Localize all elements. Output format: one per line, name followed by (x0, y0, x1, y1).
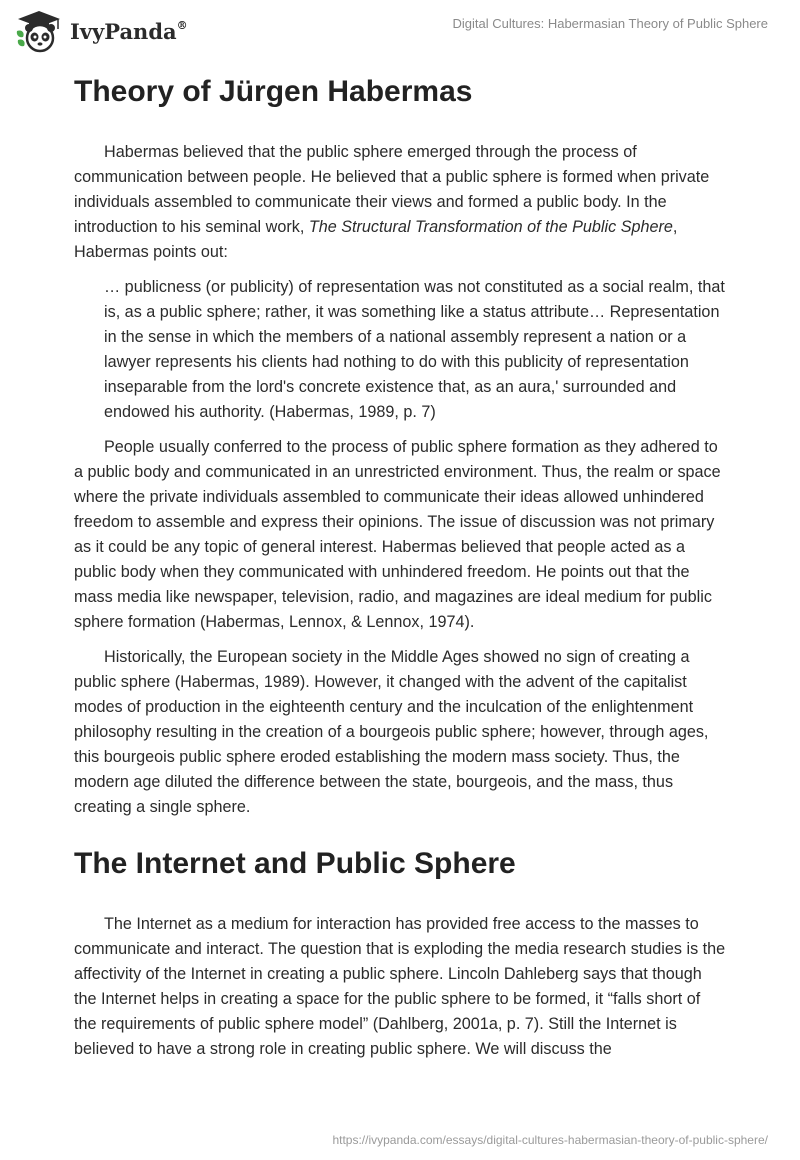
document-title: Digital Cultures: Habermasian Theory of Public Sphere (452, 16, 768, 31)
section-heading-habermas: Theory of Jürgen Habermas (74, 75, 473, 108)
paragraph-history: Historically, the European society in the Middle Ages showed no sign of creating a public sphere (Habermas, 1989). However, it changed with the advent of the capitalist modes of production in the eighteenth century and the inculcation of the enlightenment philosophy resulting in the creation of a bourgeois public sphere; however, through ages, this bourgeois public sphere eroded establishing the modern mass society. Thus, the modern age diluted the difference between the state, bourgeois, and the mass, thus creating a single sphere. (74, 648, 709, 816)
paragraph-public-body: People usually conferred to the process of public sphere formation as they adhered to a public body and communicated in an unrestricted environment. Thus, the realm or space where the private individuals assembled to communicate their ideas allowed unhindered freedom to assemble and express their opinions. The issue of discussion was not primary as it could be any topic of general interest. Habermas believed that people acted as a public body when they communicated with unhindered freedom. He points out that the mass media like newspaper, television, radio, and magazines are ideal medium for public sphere formation (Habermas, Lennox, & Lennox, 1974). (74, 438, 721, 631)
page-header (0, 0, 800, 60)
block-quote: … publicness (or publicity) of representation was not constituted as a social realm, that is, as a public sphere; rather, it was something like a status attribute… Representation in the sense in which the members of a national assembly represent a nation or a lawyer represents his clients had nothing to do with this publicity of representation inseparable from the lord's concrete existence that, as an aura,' surrounded and endowed his authority. (Habermas, 1989, p. 7) (104, 278, 725, 421)
article-body (74, 70, 726, 1072)
source-url[interactable]: https://ivypanda.com/essays/digital-cultures-habermasian-theory-of-public-sphere/ (332, 1133, 768, 1147)
paragraph-intro: Habermas believed that the public sphere emerged through the process of communication between people. He believed that a public sphere is formed when private individuals assembled to communicate their views and formed a public body. In the introduction to his seminal work, The Structural Transformation of the Public Sphere, Habermas points out: (74, 143, 710, 261)
book-title: The Structural Transformation of the Public Sphere (308, 218, 673, 236)
site-logo[interactable] (14, 9, 188, 53)
panda-graduate-logo-icon (14, 9, 64, 53)
logo-wordmark: IvyPanda® (70, 18, 188, 44)
section-heading-internet: The Internet and Public Sphere (74, 847, 516, 880)
paragraph-internet: The Internet as a medium for interaction has provided free access to the masses to communicate and interact. The question that is exploding the media research studies is the affectivity of the Internet in creating a public sphere. Lincoln Dahleberg says that though the Internet helps in creating a space for the public sphere to be formed, it “falls short of the requirements of public sphere model” (Dahlberg, 2001a, p. 7). Still the Internet is believed to have a strong role in creating public sphere. We will discuss the (74, 915, 726, 1058)
